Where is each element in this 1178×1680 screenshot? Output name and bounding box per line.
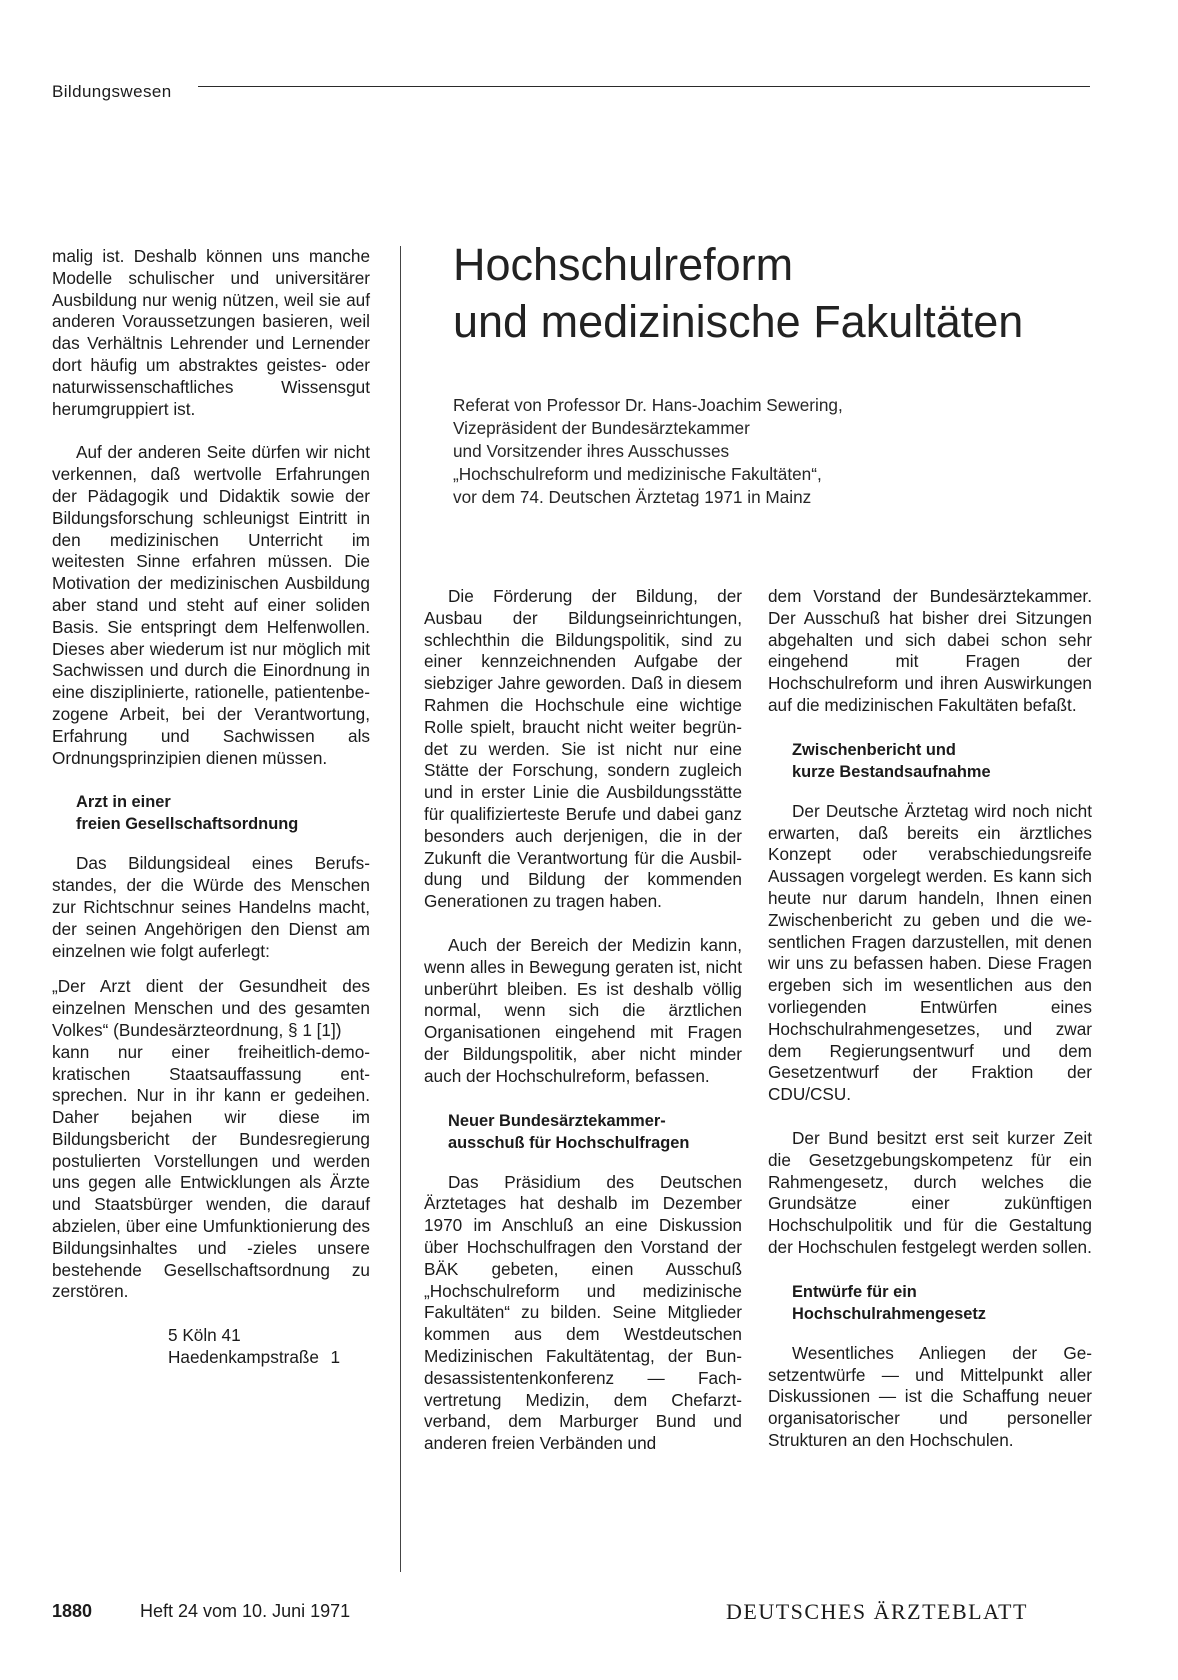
- address-city: 5 Köln 41: [168, 1325, 241, 1346]
- byline-line: vor dem 74. Deutschen Ärztetag 1971 in Mainz: [453, 487, 812, 507]
- paragraph: Der Bund besitzt erst seit kurzer Zeit die Gesetzgebungskompetenz für ein Rahmengesetz, durch welches die Grundsätze einer zukünftigen Hochschulpolitik und für die Gestaltung der Hochschulen festgelegt werden sollen.: [768, 1127, 1092, 1257]
- author-address: [168, 1325, 340, 1369]
- paragraph: Das Bildungsideal eines Berufsstandes, der die Würde des Menschen zur Richtschnur seines Handelns macht, der seinen Angehörigen den Dienst am einzelnen wie folgt auferlegt:: [52, 853, 370, 961]
- heading-line: Neuer Bundesärztekammer-: [448, 1111, 666, 1130]
- heading-line: freien Gesellschaftsordnung: [76, 815, 299, 834]
- byline-line: Referat von Professor Dr. Hans-Joachim Sewering,: [453, 395, 843, 415]
- heading-line: Hochschulrahmengesetz: [792, 1304, 987, 1323]
- column-right: [768, 586, 1092, 1474]
- journal-name: DEUTSCHES ÄRZTEBLATT: [726, 1599, 1028, 1624]
- column-left: [52, 246, 370, 1369]
- paragraph: Auf der anderen Seite dürfen wir nicht verkennen, daß wertvolle Erfahrungen der Pädagogik und Didaktik sowie der Bildungsforschung schleunigst Eintritt in den medizinischen Unterricht im weitesten Sinne erfahren müssen. Die Motivation der medizinischen Ausbildung aber stand und steht auf einer soliden Basis. Sie entspringt dem Helfenwollen. Dieses aber wiederum ist nur möglich mit Sachwissen und durch die Einordnung in eine disziplinierte, rationelle, patientenbezogene Arbeit, bei der Verantwortung, Erfahrung und Sachwissen als Ordnungsprinzipien dienen müssen.: [52, 442, 370, 768]
- block-quote: „Der Arzt dient der Gesundheit des einzelnen Menschen und des gesamten Volkes“ (Bundesärzteordnung, § 1 [1]): [52, 976, 370, 1040]
- paragraph: Die Förderung der Bildung, der Ausbau der Bildungseinrichtungen, schlechthin die Bildungspolitik, sind zu einer kennzeichnenden Aufgabe der siebziger Jahre geworden. Daß in diesem Rahmen die Hochschule eine wichtige Rolle spielt, braucht nicht weiter begründet zu werden. Sie ist nicht nur eine Stätte der Forschung, sondern zugleich und in erster Linie die Ausbildungsstätte für qualifizierteste Berufe und dabei ganz besonders auch derjenigen, die in der Zukunft die Verantwortung für die Ausbildung und Bildung der kommenden Generationen zu tragen haben.: [424, 586, 742, 912]
- title-line: Hochschulreform: [453, 239, 794, 290]
- section-heading: [448, 1110, 742, 1154]
- article-title: [453, 236, 1023, 350]
- paragraph: kann nur einer freiheitlich-demokratischen Staatsauffassung entsprechen. Nur in ihr kann er gedeihen. Daher bejahen wir diese im Bildungsbericht der Bundesregierung postulierten Vorstellungen und werden uns gegen alle Entwicklungen als Ärzte und Staatsbürger wenden, die darauf abzielen, über eine Umfunktionierung des Bildungsinhaltes und -zieles unsere bestehende Gesellschaftsordnung zu zerstören.: [52, 1041, 370, 1302]
- heading-line: Arzt in einer: [76, 793, 171, 812]
- paragraph: Wesentliches Anliegen der Gesetzentwürfe — und Mittelpunkt aller Diskussionen — ist die Schaffung neuer organisatorischer und personeller Strukturen an den Hochschulen.: [768, 1342, 1092, 1450]
- heading-line: Zwischenbericht und: [792, 740, 956, 759]
- byline-line: Vizepräsident der Bundesärztekammer: [453, 418, 750, 438]
- title-line: und medizinische Fakultäten: [453, 296, 1024, 347]
- section-heading: [792, 1281, 1092, 1325]
- paragraph: malig ist. Deshalb können uns manche Modelle schulischer und universitärer Ausbildung nur wenig nützen, weil sie auf anderen Voraussetzungen basieren, weil das Verhältnis Lehrender und Lernender dort häufig um abstraktes geistes- oder naturwissenschaftliches Wissensgut herumgruppiert ist.: [52, 246, 370, 419]
- address-street: Haedenkampstraße: [168, 1347, 319, 1368]
- address-number: 1: [330, 1347, 340, 1368]
- issue-info: Heft 24 vom 10. Juni 1971: [140, 1601, 351, 1621]
- byline-line: „Hochschulreform und medizinische Fakultäten“,: [453, 464, 822, 484]
- section-heading: [792, 739, 1092, 783]
- column-middle: [424, 586, 742, 1477]
- column-divider: [400, 246, 401, 1572]
- header-rule: [198, 86, 1090, 87]
- address-street-line: [168, 1347, 340, 1369]
- paragraph: Auch der Bereich der Medizin kann, wenn alles in Bewegung geraten ist, nicht unberührt bleiben. Es ist deshalb völlig normal, wenn sich die ärztlichen Organisationen eingehend mit Fragen der Bildungspolitik, aber nicht minder auch der Hochschulreform, befassen.: [424, 934, 742, 1086]
- running-header: Bildungswesen: [52, 82, 172, 101]
- heading-line: ausschuß für Hochschulfragen: [448, 1133, 690, 1152]
- paragraph: Das Präsidium des Deutschen Ärztetages hat deshalb im Dezember 1970 im Anschluß an eine Diskussion über Hochschulfragen den Vorstand der BÄK gebeten, einen Ausschuß „Hochschulreform und medizinische Fakultäten“ zu bilden. Seine Mitglieder kommen aus dem Westdeutschen Medizinischen Fakultätentag, der Bundesassistentenkonferenz — Fachvertretung Medizin, dem Chefarztverband, dem Marburger Bund und anderen freien Verbänden und: [424, 1171, 742, 1454]
- section-heading: [76, 791, 370, 835]
- article-byline: [453, 394, 843, 509]
- byline-line: und Vorsitzender ihres Ausschusses: [453, 441, 730, 461]
- heading-line: kurze Bestandsaufnahme: [792, 762, 991, 781]
- page-number: 1880: [52, 1601, 93, 1621]
- heading-line: Entwürfe für ein: [792, 1282, 917, 1301]
- paragraph: dem Vorstand der Bundesärztekammer. Der Ausschuß hat bisher drei Sitzungen abgehalten und sich dabei schon sehr eingehend mit Fragen der Hochschulreform und ihren Auswirkungen auf die medizinischen Fakultäten befaßt.: [768, 586, 1092, 715]
- paragraph: Der Deutsche Ärztetag wird noch nicht erwarten, daß bereits ein ärztliches Konzept oder verabschiedungsreife Aussagen vorgelegt werden. Es kann sich heute nur darum handeln, Ihnen einen Zwischenbericht zu geben und die wesentlichen Fragen darzustellen, mit denen wir uns zu befassen haben. Diese Fragen ergeben sich im wesentlichen aus den vorliegenden Entwürfen eines Hochschulrahmengesetzes, und zwar dem Regierungsentwurf und dem Gesetzentwurf der Fraktion der CDU/CSU.: [768, 800, 1092, 1105]
